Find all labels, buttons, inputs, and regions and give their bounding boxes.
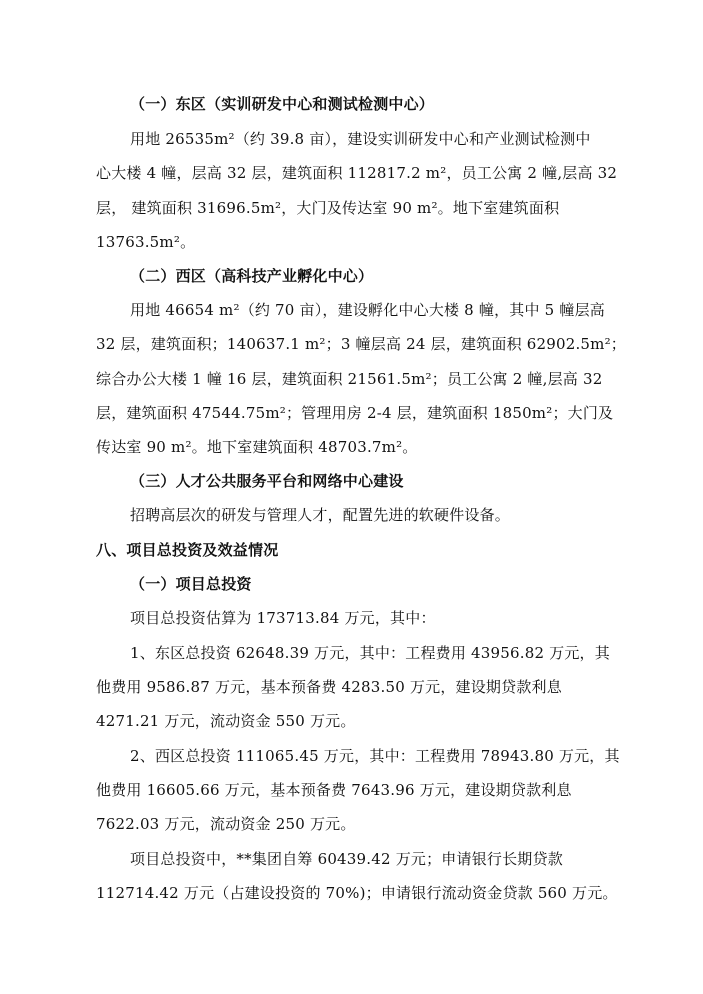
paragraph-line: 32 层，建筑面积；140637.1 m²；3 幢层高 24 层，建筑面积 62902.5m²；	[96, 335, 627, 353]
paragraph-line: 他费用 9586.87 万元，基本预备费 4283.50 万元，建设期贷款利息	[96, 678, 562, 696]
chapter-heading-investment: 八、项目总投资及效益情况	[96, 541, 279, 559]
paragraph-line: 招聘高层次的研发与管理人才，配置先进的软硬件设备。	[130, 506, 511, 524]
paragraph-line: 心大楼 4 幢，层高 32 层，建筑面积 112817.2 m²，员工公寓 2 幢,层高 32	[96, 164, 618, 182]
paragraph-line: 用地 46654 m²（约 70 亩），建设孵化中心大楼 8 幢，其中 5 幢层高	[130, 301, 605, 319]
paragraph-line: 传达室 90 m²。地下室建筑面积 48703.7m²。	[96, 438, 418, 456]
paragraph-line: 他费用 16605.66 万元，基本预备费 7643.96 万元，建设期贷款利息	[96, 781, 572, 799]
paragraph-line: 112714.42 万元（占建设投资的 70%)；申请银行流动资金贷款 560 万元。	[96, 884, 618, 902]
paragraph-line: 项目总投资中，**集团自筹 60439.42 万元；申请银行长期贷款	[130, 850, 563, 868]
paragraph-line: 4271.21 万元，流动资金 550 万元。	[96, 712, 356, 730]
paragraph-line: 项目总投资估算为 173713.84 万元，其中：	[130, 609, 436, 627]
section-heading-east: （一）东区（实训研发中心和测试检测中心）	[130, 95, 435, 113]
paragraph-line: 综合办公大楼 1 幢 16 层，建筑面积 21561.5m²；员工公寓 2 幢,层高 32	[96, 370, 603, 388]
paragraph-line: 用地 26535m²（约 39.8 亩），建设实训研发中心和产业测试检测中	[130, 130, 591, 148]
paragraph-line: 7622.03 万元，流动资金 250 万元。	[96, 815, 356, 833]
section-heading-total-investment: （一）项目总投资	[130, 575, 252, 593]
section-heading-talent: （三）人才公共服务平台和网络中心建设	[130, 472, 404, 490]
paragraph-line: 13763.5m²。	[96, 233, 196, 251]
section-heading-west: （二）西区（高科技产业孵化中心）	[130, 267, 374, 285]
paragraph-line: 层， 建筑面积 31696.5m²，大门及传达室 90 m²。地下室建筑面积	[96, 199, 560, 217]
paragraph-line: 层，建筑面积 47544.75m²；管理用房 2-4 层，建筑面积 1850m²；大门及	[96, 404, 614, 422]
paragraph-line: 2、西区总投资 111065.45 万元，其中：工程费用 78943.80 万元，其	[130, 747, 620, 765]
paragraph-line: 1、东区总投资 62648.39 万元，其中：工程费用 43956.82 万元，其	[130, 644, 610, 662]
